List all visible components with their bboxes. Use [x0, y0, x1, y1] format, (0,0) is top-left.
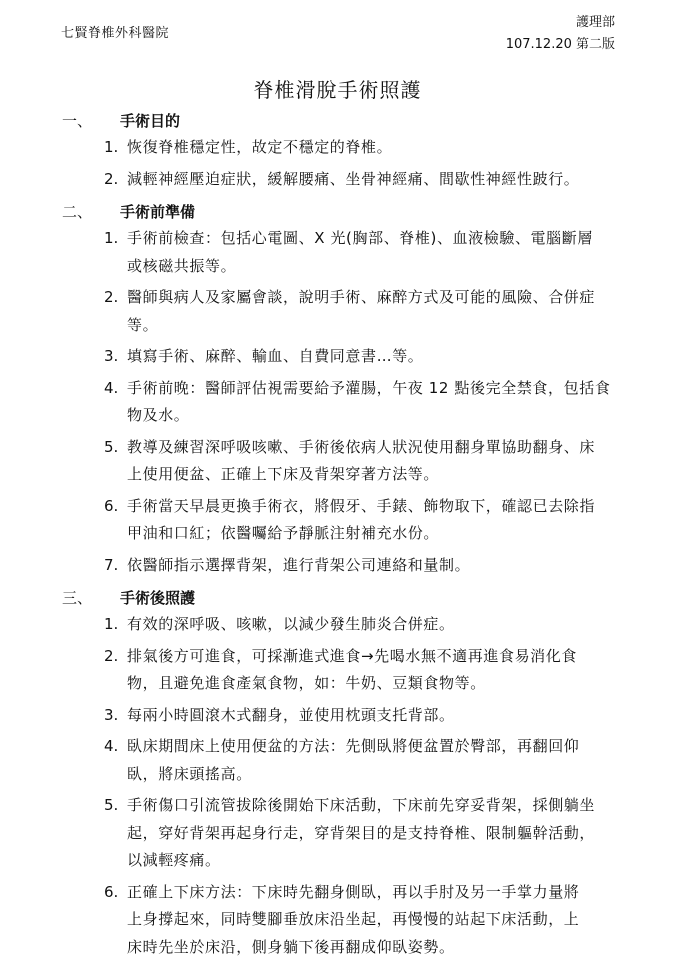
section-title: 手術目的 [120, 112, 181, 130]
item-number: 6. [104, 496, 119, 515]
list-item [0, 166, 675, 194]
list-item [0, 643, 675, 698]
item-text-line: 教導及練習深呼吸咳嗽、手術後依病人狀況使用翻身單協助翻身、床 [127, 437, 596, 456]
list-item [0, 733, 675, 788]
item-number: 1. [104, 615, 119, 633]
item-number: 2. [104, 288, 119, 306]
section-heading [0, 106, 675, 134]
item-text-line: 上使用便盆、正確上下床及背架穿著方法等。 [127, 465, 440, 483]
header-right [506, 12, 615, 56]
section-heading [0, 583, 675, 611]
item-number: 3. [104, 705, 119, 724]
list-item [0, 434, 675, 489]
item-number: 4. [104, 378, 119, 397]
section-number: 一、 [62, 112, 93, 130]
section-number: 二、 [62, 203, 93, 221]
list-item [0, 343, 675, 371]
section-title: 手術後照護 [120, 589, 196, 607]
item-text-line: 物，且避免進食產氣食物，如：牛奶、豆類食物等。 [127, 674, 486, 692]
item-number: 7. [104, 555, 119, 574]
item-text-line: 物及水。 [127, 406, 190, 424]
item-number: 2. [104, 169, 119, 188]
item-text-line: 減輕神經壓迫症狀，緩解腰痛、坐骨神經痛、間歇性神經性跛行。 [127, 169, 580, 188]
list-item [0, 284, 675, 339]
item-text-line: 依醫師指示選擇背架，進行背架公司連絡和量制。 [127, 555, 471, 574]
item-number: 5. [104, 796, 119, 814]
list-item [0, 375, 675, 430]
list-item [0, 493, 675, 548]
list-item [0, 552, 675, 580]
item-number: 4. [104, 737, 119, 755]
item-text-line: 上身撐起來，同時雙腳垂放床沿坐起，再慢慢的站起下床活動，上 [127, 910, 580, 928]
item-text-line: 每兩小時圓滾木式翻身，並使用枕頭支托背部。 [127, 705, 455, 724]
item-text-line: 有效的深呼吸、咳嗽，以減少發生肺炎合併症。 [127, 615, 455, 633]
section-number: 三、 [62, 589, 93, 607]
item-text-line: 手術傷口引流管拔除後開始下床活動，下床前先穿妥背架，採側躺坐 [127, 796, 596, 814]
section-title: 手術前準備 [120, 203, 196, 221]
list-item [0, 792, 675, 875]
item-text-line: 起，穿好背架再起身行走，穿背架目的是支持脊椎、限制軀幹活動， [127, 823, 596, 842]
item-text-line: 手術前晚：醫師評估視需要給予灌腸，午夜 12 點後完全禁食，包括食 [127, 378, 611, 397]
page-title: 脊椎滑脫手術照護 [253, 78, 422, 102]
item-text-line: 醫師與病人及家屬會談，說明手術、麻醉方式及可能的風險、合併症 [127, 288, 596, 306]
document-body [0, 106, 675, 965]
item-text-line: 等。 [127, 315, 159, 334]
item-text-line: 排氣後方可進食，可採漸進式進食→先喝水無不適再進食易消化食 [127, 646, 577, 665]
section-heading [0, 197, 675, 225]
item-text-line: 恢復脊椎穩定性，故定不穩定的脊椎。 [127, 138, 393, 156]
list-item [0, 611, 675, 639]
item-text-line: 臥床期間床上使用便盆的方法：先側臥將便盆置於臀部，再翻回仰 [127, 737, 580, 755]
item-text-line: 臥，將床頭搖高。 [127, 764, 252, 783]
item-text-line: 以減輕疼痛。 [127, 851, 221, 869]
list-item [0, 225, 675, 280]
item-text-line: 或核磁共振等。 [127, 256, 237, 275]
version: 107.12.20 第二版 [505, 37, 615, 52]
item-text-line: 填寫手術、麻醉、輸血、自費同意書…等。 [127, 347, 424, 365]
list-item [0, 134, 675, 162]
hospital-name: 七賢脊椎外科醫院 [61, 26, 170, 41]
item-number: 5. [104, 437, 119, 456]
list-item [0, 879, 675, 962]
list-item [0, 702, 675, 730]
item-text-line: 手術前檢查：包括心電圖、X 光(胸部、脊椎)、血液檢驗、電腦斷層 [127, 229, 593, 247]
item-text-line: 手術當天早晨更換手術衣，將假牙、手錶、飾物取下，確認已去除指 [127, 496, 596, 515]
item-number: 3. [104, 347, 119, 365]
department: 護理部 [575, 15, 615, 30]
item-number: 1. [104, 138, 119, 156]
item-number: 6. [104, 882, 119, 901]
item-number: 2. [104, 646, 119, 665]
item-text-line: 床時先坐於床沿，側身躺下後再翻成仰臥姿勢。 [127, 937, 455, 956]
item-number: 1. [104, 229, 119, 247]
item-text-line: 甲油和口紅；依醫囑給予靜脈注射補充水份。 [127, 524, 440, 542]
item-text-line: 正確上下床方法：下床時先翻身側臥，再以手肘及另一手掌力量將 [127, 882, 580, 901]
